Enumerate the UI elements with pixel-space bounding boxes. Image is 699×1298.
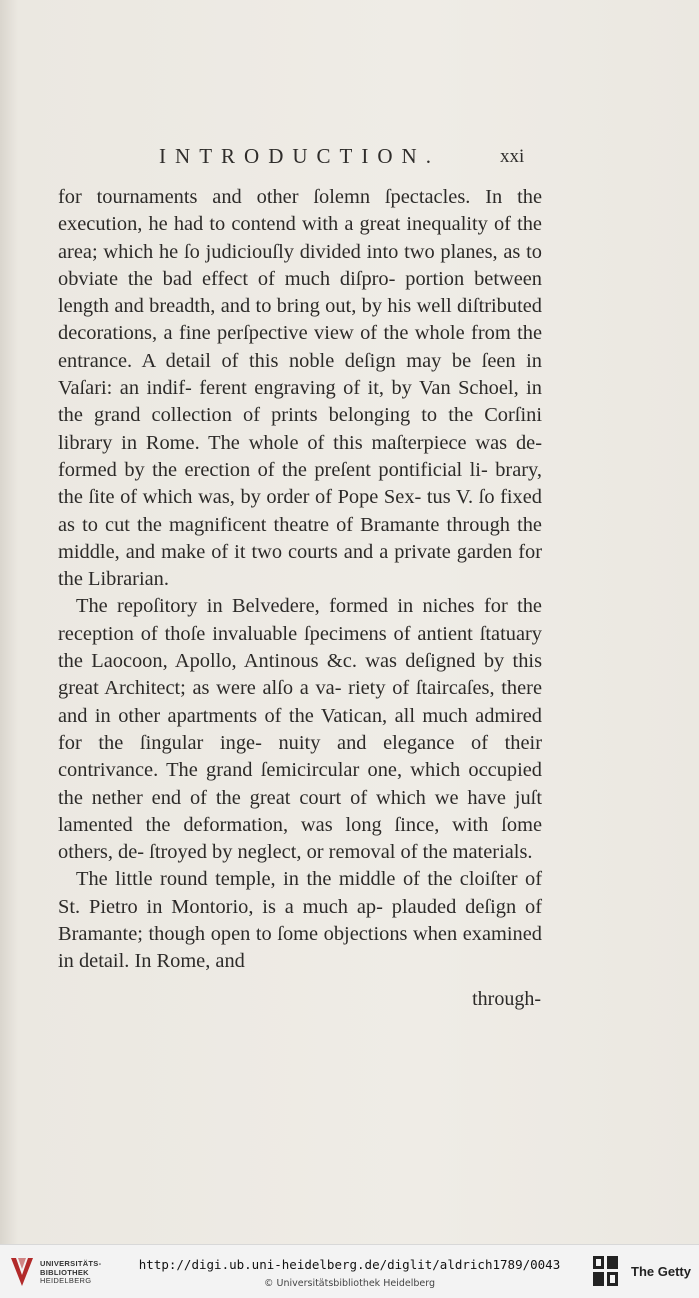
catchword: through- xyxy=(472,988,541,1010)
permalink-url[interactable]: http://digi.ub.uni-heidelberg.de/diglit/aldrich1789/0043 xyxy=(138,1257,561,1272)
viewer-footer xyxy=(0,1244,699,1298)
body-text xyxy=(58,184,542,976)
partner-name: The Getty xyxy=(631,1264,691,1279)
page-number: xxi xyxy=(500,146,525,167)
running-head: INTRODUCTION. xyxy=(159,144,440,168)
paragraph: for tournaments and other ſolemn ſpectacles. In the execution, he had to contend with a great inequality of the area; which he ſo judiciouſly divided into two planes, as to obviate the bad effect of much diſpro- portion between length and breadth, and to bring out, by his well diſtributed decorations, a fine perſpective view of the whole from the entrance. A detail of this noble deſign may be ſeen in Vaſari: an indif- ferent engraving of it, by Van Schoel, in the grand collection of prints belonging to the Corſini library in Rome. The whole of this maſterpiece was de- formed by the erection of the preſent pontificial li- brary, the ſite of which was, by order of Pope Sex- tus V. ſo fixed as to cut the magnificent theatre of Bramante through the middle, and make of it two courts and a private garden for the Librarian. xyxy=(58,186,542,591)
copyright-notice: © Universitätsbibliothek Heidelberg xyxy=(263,1278,435,1289)
getty-logo-icon xyxy=(591,1254,621,1288)
paragraph: The repoſitory in Belvedere, formed in niches for the reception of thoſe invaluable ſpecimens of antient ſtatuary the Laocoon, Apollo, Antinous &c. was deſigned by this great Architect; as were alſo a va- riety of ſtaircaſes, there and in other apartments of the Vatican, all much admired for the ſingular inge- nuity and elegance of their contrivance. The grand ſemicircular one, which occupied the nether end of the great court of which we have juſt lamented the deformation, was long ſince, with ſome others, de- ſtroyed by neglect, or removal of the materials. xyxy=(58,595,542,864)
university-name: UNIVERSITÄTS- BIBLIOTHEK HEIDELBERG xyxy=(40,1259,102,1285)
paragraph: The little round temple, in the middle of the cloiſter of St. Pietro in Montorio, is a much ap- plauded deſign of Bramante; though open to ſome objections when examined in detail. In Rome, and xyxy=(58,868,542,973)
